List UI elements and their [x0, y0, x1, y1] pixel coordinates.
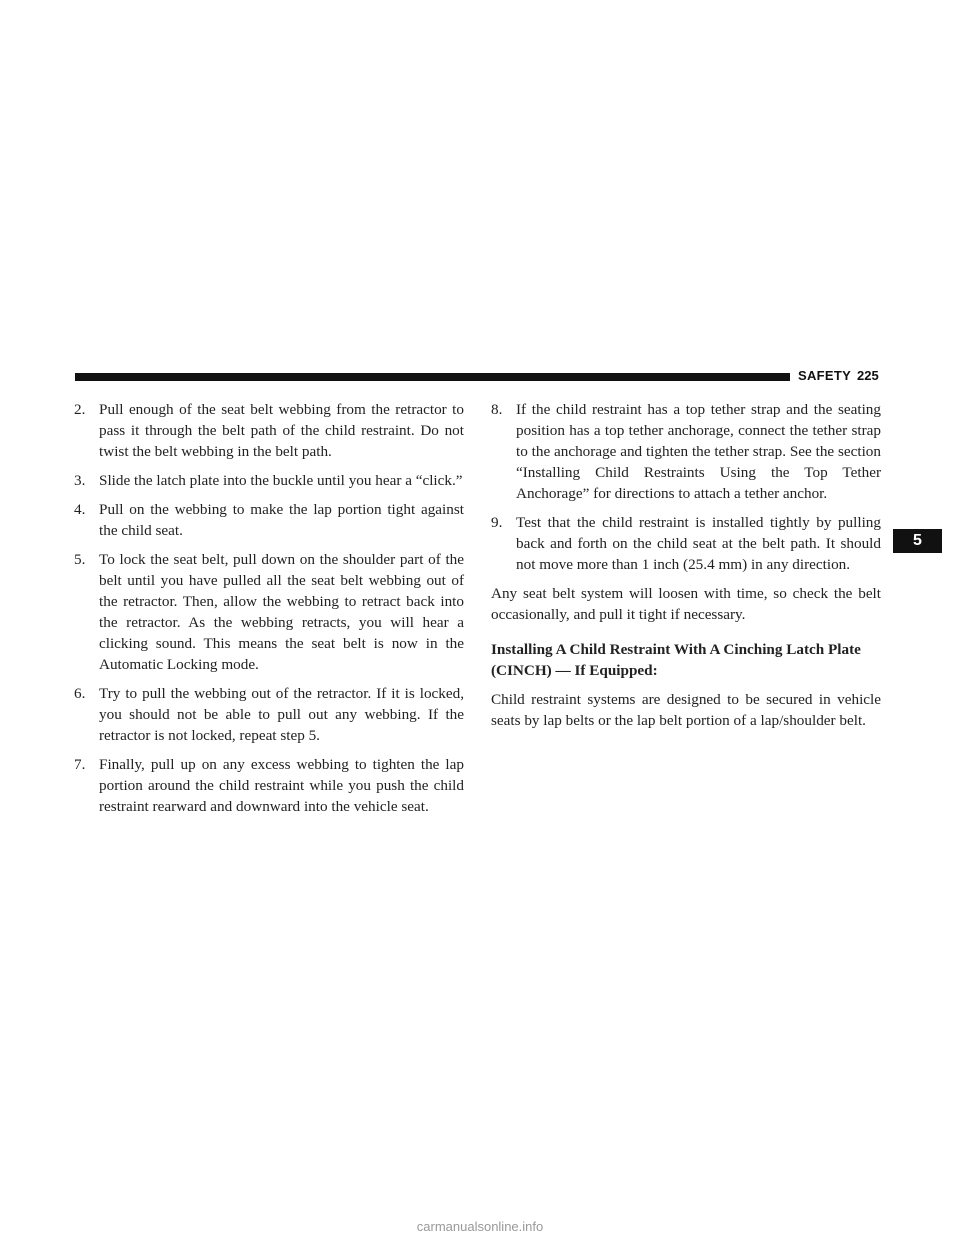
item-number: 8. — [491, 401, 503, 418]
section-subheading: Installing A Child Restraint With A Cinching Latch Plate (CINCH) — If Equipped: — [491, 641, 861, 679]
list-item — [74, 754, 464, 817]
list-item — [74, 683, 464, 746]
watermark-link[interactable]: carmanualsonline.info — [416, 1219, 544, 1234]
list-item — [74, 470, 464, 491]
item-text: Pull enough of the seat belt webbing from the retractor to pass it through the belt path of the child restraint. Do not twist the belt webbing in the belt path. — [99, 401, 464, 460]
list-item — [74, 549, 464, 675]
left-column — [74, 399, 464, 825]
item-number: 5. — [74, 551, 86, 568]
list-item — [74, 499, 464, 541]
item-text: Try to pull the webbing out of the retractor. If it is locked, you should not be able to pull out any webbing. If the retractor is not locked, repeat step 5. — [99, 685, 464, 744]
body-paragraph: Child restraint systems are designed to be secured in vehicle seats by lap belts or the lap belt portion of a lap/shoulder belt. — [491, 691, 881, 729]
item-number: 6. — [74, 685, 86, 702]
item-text: Finally, pull up on any excess webbing to tighten the lap portion around the child restraint while you push the child restraint rearward and downward into the vehicle seat. — [99, 756, 464, 815]
item-number: 3. — [74, 472, 86, 489]
item-text: If the child restraint has a top tether strap and the seating position has a top tether anchorage, connect the tether strap to the anchorage and tighten the tether strap. See the section “Installing Child Restraints Using the Top Tether Anchorage” for directions to attach a tether anchor. — [516, 401, 881, 502]
item-text: Pull on the webbing to make the lap portion tight against the child seat. — [99, 501, 464, 539]
item-number: 9. — [491, 514, 503, 531]
item-number: 2. — [74, 401, 86, 418]
item-text: Slide the latch plate into the buckle until you hear a “click.” — [99, 472, 463, 489]
list-item — [74, 399, 464, 462]
header-rule — [75, 373, 790, 381]
body-paragraph: Any seat belt system will loosen with time, so check the belt occasionally, and pull it tight if necessary. — [491, 585, 881, 623]
item-number: 7. — [74, 756, 86, 773]
chapter-tab-label: 5 — [913, 532, 922, 549]
right-column — [491, 399, 881, 739]
chapter-tab — [893, 529, 942, 553]
list-item — [491, 399, 881, 504]
item-text: To lock the seat belt, pull down on the shoulder part of the belt until you have pulled all the seat belt webbing out of the retractor. Then, allow the webbing to retract back into the retractor. As the webbing retracts, you will hear a clicking sound. This means the seat belt is now in the Automatic Locking mode. — [99, 551, 464, 673]
page-number: 225 — [857, 368, 879, 383]
item-text: Test that the child restraint is installed tightly by pulling back and forth on the child seat at the belt path. It should not move more than 1 inch (25.4 mm) in any direction. — [516, 514, 881, 573]
item-number: 4. — [74, 501, 86, 518]
list-item — [491, 512, 881, 575]
section-title: SAFETY — [798, 368, 852, 383]
